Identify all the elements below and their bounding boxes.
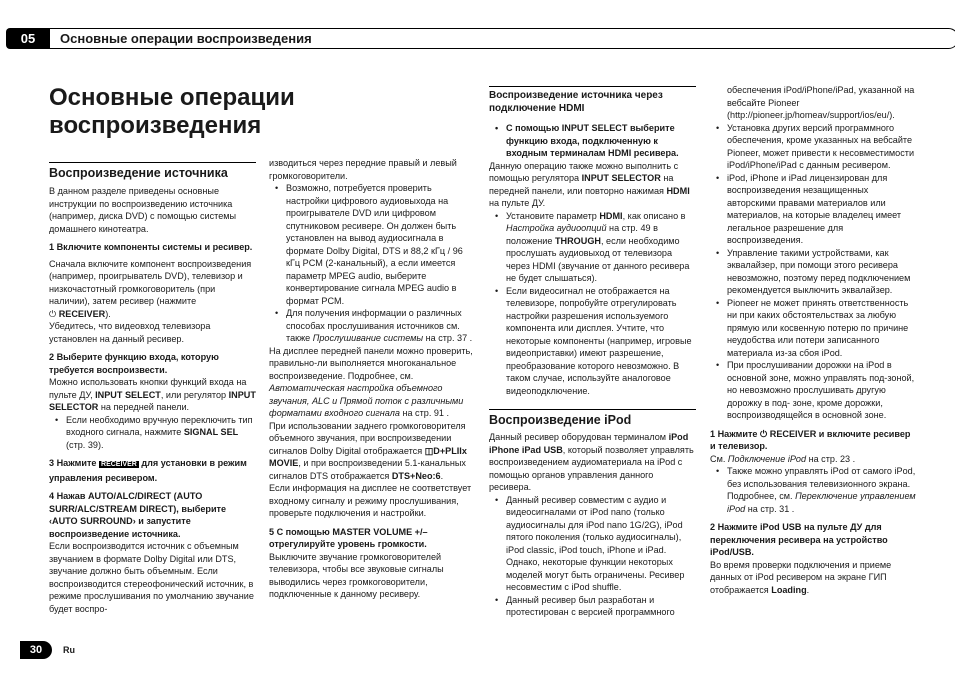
- step-5-title: 5 С помощью MASTER VOLUME +/– отрегулируйте уровень громкости.: [269, 526, 428, 549]
- list-item: • Установка других версий программного обеспечения, кроме указанных на вебсайте Pioneer, может привести к несовместимости iPod/iPhone/iPad с данным ресивером.: [710, 122, 917, 172]
- list-item: • С помощью INPUT SELECT выберите функцию входа, подключенную к входным терминалам HDMI ресивера.: [489, 122, 696, 160]
- list-item: • Данный ресивер был разработан и протестирован с версией программного: [489, 594, 696, 619]
- col2-text-4: Если информация на дисплее не соответствует входному сигналу и режиму прослушивания, проверьте подключения и настройки.: [269, 483, 472, 518]
- list-item: • Если необходимо вручную переключить тип входного сигнала, нажмите SIGNAL SEL (стр. 39).: [49, 414, 256, 452]
- section-heading-ipod: Воспроизведение iPod: [489, 409, 696, 428]
- col2-text-1: изводиться через передние правый и левый громкоговорители.: [269, 158, 457, 181]
- ipod-step-1-see: См. Подключение iPod на стр. 23 .: [710, 453, 856, 464]
- intro-text: В данном разделе приведены основные инструкции по воспроизведению источника (например, диска DVD) с помощью системы домашнего кинотеатра.: [49, 186, 237, 234]
- col2-text-3: При использовании заднего громкоговорителя объемного звучания, при воспроизведении сигналов Dolby Digital отображается ◫D+PLIIx MOVIE, и при воспроизведении 5.1-канальных сигналов DTS отображается DTS+Neo:6.: [269, 420, 467, 481]
- step-2-title: 2 Выберите функцию входа, которую требуется воспроизвести.: [49, 352, 219, 375]
- col2-bullets: [269, 182, 476, 345]
- list-item: • Также можно управлять iPod от самого iPod, без использования телевизионного экрана. Подробнее, см. Переключение управлением iPod на стр. 31 .: [710, 465, 917, 515]
- list-item: • Pioneer не может принять ответственность ни при каких обстоятельствах за любую прямую или косвенную потерю по причине неудобства или потери записанного материала из-за сбоя iPod.: [710, 297, 917, 360]
- receiver-key-icon: RECEIVER: [101, 461, 137, 468]
- step-4-title: 4 Нажав AUTO/ALC/DIRECT (AUTO SURR/ALC/STREAM DIRECT), выберите ‹AUTO SURROUND› и запустите воспроизведение источника.: [49, 491, 227, 539]
- section-heading-hdmi: Воспроизведение источника через подключение HDMI: [489, 86, 696, 115]
- column-3: [489, 86, 696, 619]
- step-5-text: Выключите звучание громкоговорителей телевизора, чтобы все звуковые сигналы выводились через громкоговорители, подключенные к данному ресиверу.: [269, 551, 444, 599]
- language-label: Ru: [63, 645, 75, 655]
- page-title-line-1: Основные операции: [49, 84, 295, 111]
- col2-text-2: На дисплее передней панели можно проверить, правильно-ли выполняется многоканальное воспроизведение. Подробнее, см. Автоматическая настройка объемного звучания, ALC и Прямой поток с различными форматами входного сигнала на стр. 91 .: [269, 345, 473, 418]
- column-2: [269, 157, 476, 601]
- chapter-number: 05: [6, 28, 50, 49]
- step-4-text: Если воспроизводится источник с объемным звучанием в формате Dolby Digital или DTS, звучание должно быть объемным. Если воспроизводится стереофонический источник, в режиме прослушивания по умолчанию звучание будет воспро-: [49, 541, 254, 614]
- list-item: • Установите параметр HDMI, как описано в Настройка аудиоопций на стр. 49 в положение THROUGH, если необходимо прослушать аудиовыход от телевизора через HDMI (звучание от данного ресивера не будет слышаться).: [489, 210, 696, 285]
- page-title: [49, 84, 295, 140]
- ipod-step-1-title: 1 Нажмите ⏻ RECEIVER и включите ресивер и телевизор.: [710, 428, 911, 451]
- dolby-icon: ◫: [424, 445, 434, 456]
- list-item: • Возможно, потребуется проверить настройки цифрового аудиовыхода на проигрывателе DVD или цифровом спутниковом ресивере. Он должен быть установлен на вывод аудиосигнала в формате Dolby Digital, DTS и 88,2 кГц / 96 кГц PCM (2-канальный), а если имеется параметр MPEG audio, выберите конвертирование сигнала MPEG audio в формат PCM.: [269, 182, 476, 307]
- power-icon: ⏻: [49, 308, 57, 319]
- ipod-step-2-title: 2 Нажмите iPod USB на пульте ДУ для переключения ресивера на устройство iPod/USB.: [710, 522, 888, 557]
- list-item: • iPod, iPhone и iPad лицензирован для воспроизведения незащищенных авторскими правами материалов или материалов, на которые владелец имеет легальное разрешение для воспроизведения.: [710, 172, 917, 247]
- col4-continued: обеспечения iPod/iPhone/iPad, указанной на вебсайте Pioneer (http://pioneer.jp/homeav/support/ios/eu/).: [727, 85, 915, 120]
- column-1: [49, 162, 256, 615]
- page-number: 30: [20, 641, 52, 659]
- step-3-title: 3 Нажмите RECEIVER для установки в режим управления ресивером.: [49, 458, 247, 483]
- step-2-text: Можно использовать кнопки функций входа на пульте ДУ, INPUT SELECT, или регулятор INPUT SELECTOR на передней панели.: [49, 377, 256, 412]
- step-1-text: Сначала включите компонент воспроизведения (например, проигрыватель DVD), телевизор и низкочастотный громкоговоритель (при наличии), затем ресивер (нажмите ⏻ RECEIVER).: [49, 258, 252, 319]
- page-title-line-2: воспроизведения: [49, 112, 262, 139]
- column-4: [710, 84, 917, 596]
- section-heading-source: Воспроизведение источника: [49, 162, 256, 181]
- step-2-bullets: [49, 414, 256, 452]
- list-item: • Управление такими устройствами, как эквалайзер, при помощи этого ресивера невозможно, поэтому перед подключением рекомендуется выключить эквалайзер.: [710, 247, 917, 297]
- hdmi-step: [489, 122, 696, 160]
- hdmi-bullets: [489, 210, 696, 398]
- list-item: • При прослушивании дорожки на iPod в основной зоне, можно управлять под-зоной, но невозможно прослушивать другую дорожку в под- зоне, кроме дорожки, воспроизводящейся в основной зоне.: [710, 359, 917, 422]
- chapter-title: Основные операции воспроизведения: [48, 28, 955, 49]
- hdmi-text: Данную операцию также можно выполнить с помощью регулятора INPUT SELECTOR на передней панели, или повторно нажимая HDMI на пульте ДУ.: [489, 160, 690, 208]
- list-item: • Для получения информации о различных способах прослушивания источников см. также Прослушивание системы на стр. 37 .: [269, 307, 476, 345]
- ipod-step-1-bullets: [710, 465, 917, 515]
- ipod-bullets: [489, 494, 696, 619]
- list-item: • Данный ресивер совместим с аудио и видеосигналами от iPod nano (только аудиосигналы для iPod nano 1G/2G), iPod пятого поколения (только аудиосигналы), iPod classic, iPod touch, iPhone и iPad. Однако, некоторые функции некоторых моделей могут быть ограничены. Ресивер несовместим с iPod shuffle.: [489, 494, 696, 594]
- step-1-note: Убедитесь, что видеовход телевизора установлен на данный ресивер.: [49, 321, 211, 344]
- list-item: • Если видеосигнал не отображается на телевизоре, попробуйте отрегулировать настройки разрешения используемого компонента или дисплея. Учтите, что некоторые компоненты (например, игровые видеоприставки) имеют разрешение, преобразование которого невозможно. В таком случае, используйте аналоговое видеоподключение.: [489, 285, 696, 398]
- col4-bullets: [710, 122, 917, 422]
- ipod-intro: Данный ресивер оборудован терминалом iPod iPhone iPad USB, который позволяет управлять воспроизведением аудиоматериала на iPod с помощью органов управления данного ресивера.: [489, 432, 694, 492]
- ipod-step-2-text: Во время проверки подключения и приеме данных от iPod ресивером на экране ГИП отображается Loading.: [710, 559, 892, 595]
- power-icon: ⏻: [760, 428, 768, 439]
- step-1-title: 1 Включите компоненты системы и ресивер.: [49, 242, 253, 252]
